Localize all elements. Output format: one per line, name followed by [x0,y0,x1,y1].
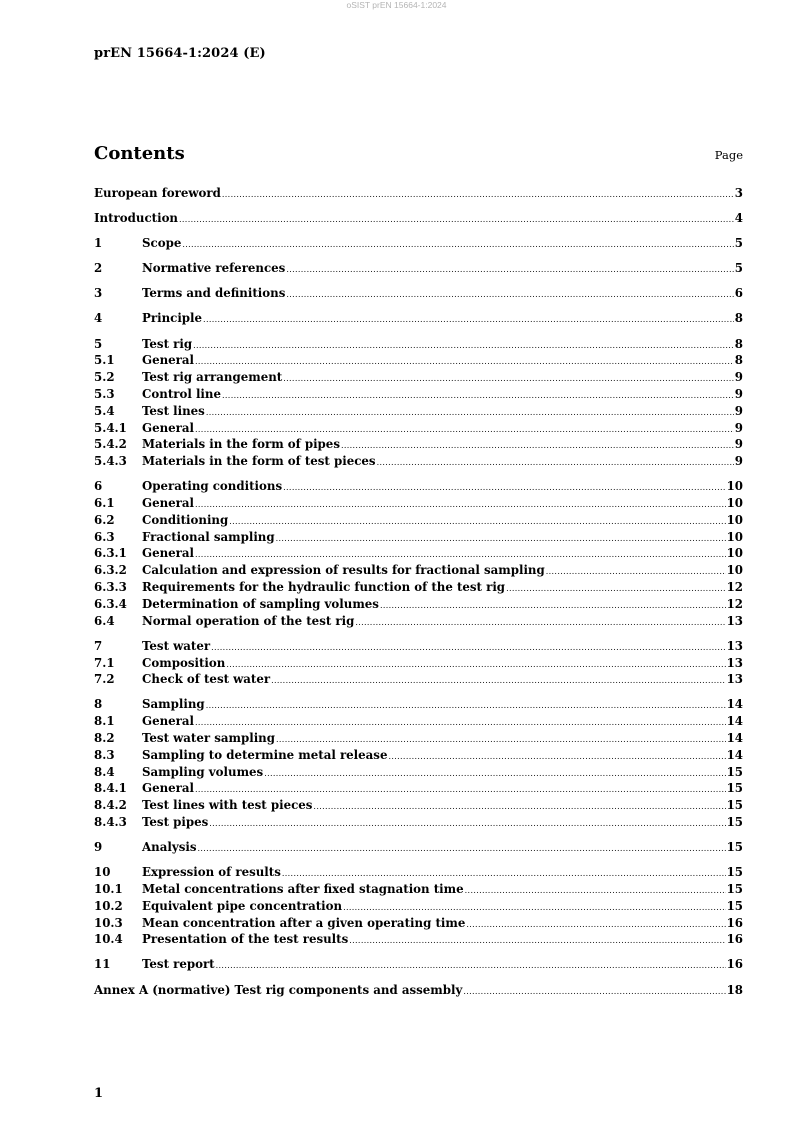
page-title: Contents [94,143,185,164]
toc-dot-leader [203,312,734,329]
toc-entry-page: 15 [726,898,743,913]
toc-dot-leader [349,933,725,950]
toc-dot-leader [229,514,725,531]
toc-entry-title: Presentation of the test results [142,932,349,947]
toc-entry-number: 8.4 [94,764,115,779]
toc-entry-page: 15 [726,881,743,896]
toc-entry-number: 6.2 [94,512,115,527]
toc-dot-leader [193,338,734,355]
toc-entry-page: 9 [734,437,743,452]
toc-dot-leader [388,749,725,766]
toc-entry[interactable] [94,982,743,999]
toc-entry-page: 14 [726,697,743,712]
toc-entry[interactable] [94,638,743,655]
toc-entry[interactable] [94,369,743,386]
toc-entry[interactable] [94,336,743,353]
toc-entry-number: 8.3 [94,747,115,762]
toc-entry-number: 5 [94,336,103,351]
toc-entry[interactable] [94,285,743,302]
toc-entry[interactable] [94,562,743,579]
toc-entry[interactable] [94,780,743,797]
toc-entry[interactable] [94,915,743,932]
toc-entry[interactable] [94,436,743,453]
toc-entry-number: 8 [94,697,103,712]
toc-dot-leader [226,657,725,674]
toc-dot-leader [211,640,725,657]
toc-entry-page: 8 [734,336,743,351]
toc-entry-title: Materials in the form of pipes [142,437,340,452]
toc-entry[interactable] [94,310,743,327]
toc-entry[interactable] [94,730,743,747]
toc-dot-leader [197,841,725,858]
toc-entry-page: 13 [726,638,743,653]
toc-entry-title: Test lines with test pieces [142,798,313,813]
toc-entry[interactable] [94,579,743,596]
toc-entry-number: 8.4.2 [94,798,127,813]
toc-entry-number: 5.4.3 [94,454,127,469]
table-of-contents [94,185,743,998]
toc-entry[interactable] [94,495,743,512]
toc-entry-number: 5.1 [94,353,115,368]
toc-entry[interactable] [94,478,743,495]
toc-entry-number: 7 [94,638,103,653]
toc-entry[interactable] [94,881,743,898]
toc-entry-page: 15 [726,781,743,796]
toc-entry-page: 8 [734,353,743,368]
toc-entry-page: 12 [726,596,743,611]
toc-entry[interactable] [94,655,743,672]
toc-entry-title: Test pipes [142,814,209,829]
toc-dot-leader [216,958,726,975]
toc-entry-title: Expression of results [142,865,281,880]
toc-entry-page: 15 [726,764,743,779]
toc-dot-leader [506,581,726,598]
toc-entry-title: Sampling [142,697,205,712]
toc-entry-page: 15 [726,798,743,813]
toc-dot-leader [283,480,725,497]
toc-dot-leader [355,615,725,632]
toc-entry-page: 10 [726,529,743,544]
toc-entry-title: Materials in the form of test pieces [142,454,376,469]
toc-entry-page: 9 [734,403,743,418]
toc-entry-title: Control line [142,386,222,401]
toc-entry-title: General [142,353,195,368]
toc-entry-number: 3 [94,286,103,301]
toc-entry[interactable] [94,403,743,420]
toc-dot-leader [195,497,726,514]
toc-entry-title: General [142,496,195,511]
toc-entry[interactable] [94,613,743,630]
toc-entry-title: Terms and definitions [142,286,286,301]
toc-entry-number: 10 [94,865,111,880]
toc-entry-page: 10 [726,563,743,578]
page-column-label: Page [714,148,743,162]
toc-entry-page: 10 [726,496,743,511]
toc-entry-title: Operating conditions [142,479,283,494]
toc-entry-number: 8.1 [94,714,115,729]
toc-entry-page: 14 [726,714,743,729]
toc-entry-number: 11 [94,957,111,972]
toc-entry-number: 8.4.3 [94,814,127,829]
toc-entry-number: 6.3.4 [94,596,127,611]
toc-entry-title: Analysis [142,840,197,855]
toc-entry-number: 6.3.2 [94,563,127,578]
toc-entry-page: 5 [734,261,743,276]
toc-entry[interactable] [94,235,743,252]
toc-dot-leader [380,598,726,615]
toc-entry[interactable] [94,671,743,688]
toc-entry[interactable] [94,386,743,403]
toc-entry[interactable] [94,864,743,881]
document-id: prEN 15664-1:2024 (E) [94,46,266,61]
toc-entry-page: 15 [726,865,743,880]
toc-entry-title: Fractional sampling [142,529,275,544]
toc-entry[interactable] [94,512,743,529]
toc-entry-page: 15 [726,814,743,829]
toc-entry-number: 8.4.1 [94,781,127,796]
toc-entry[interactable] [94,696,743,713]
toc-dot-leader [546,564,726,581]
toc-entry-title: Sampling to determine metal release [142,747,388,762]
toc-entry-title: Test report [142,957,215,972]
toc-entry-number: 6.3.3 [94,580,127,595]
toc-entry-title: General [142,781,195,796]
toc-entry-number: 6.3.1 [94,546,127,561]
toc-entry-number: 8.2 [94,730,115,745]
toc-entry-page: 12 [726,580,743,595]
toc-entry-title: Sampling volumes [142,764,264,779]
toc-entry-page: 9 [734,370,743,385]
footer-page-number: 1 [94,1086,104,1101]
toc-entry-number: 6.4 [94,613,115,628]
toc-entry-title: Test rig [142,336,193,351]
toc-entry[interactable] [94,352,743,369]
toc-entry[interactable] [94,956,743,973]
toc-dot-leader [271,673,725,690]
toc-entry-title: Introduction [94,211,179,226]
toc-entry[interactable] [94,713,743,730]
toc-entry-page: 6 [734,286,743,301]
toc-entry-title: Metal concentrations after fixed stagnation time [142,881,464,896]
toc-entry-title: Test lines [142,403,205,418]
toc-entry[interactable] [94,596,743,613]
toc-entry-page: 4 [734,211,743,226]
toc-entry-number: 5.3 [94,386,115,401]
toc-entry-number: 1 [94,236,103,251]
toc-entry-page: 10 [726,546,743,561]
toc-entry[interactable] [94,814,743,831]
toc-entry-title: Annex A (normative) Test rig components and assembly [94,982,463,997]
toc-entry-title: Conditioning [142,512,229,527]
toc-entry-title: Composition [142,655,226,670]
toc-entry-page: 8 [734,311,743,326]
toc-entry-page: 10 [726,512,743,527]
toc-entry-page: 10 [726,479,743,494]
toc-dot-leader [222,388,734,405]
toc-entry[interactable] [94,529,743,546]
toc-entry[interactable] [94,764,743,781]
toc-dot-leader [286,287,733,304]
toc-entry-page: 18 [726,982,743,997]
toc-entry-title: European foreword [94,186,221,200]
toc-entry-title: Normative references [142,261,286,276]
toc-dot-leader [465,883,726,900]
toc-entry-page: 5 [734,236,743,251]
toc-entry-page: 14 [726,747,743,762]
toc-entry-page: 9 [734,386,743,401]
toc-entry-page: 13 [726,613,743,628]
toc-entry-title: Check of test water [142,672,271,687]
toc-entry-page: 13 [726,672,743,687]
toc-entry-page: 3 [734,186,743,200]
toc-entry-page: 16 [726,957,743,972]
toc-entry-title: Calculation and expression of results for fractional sampling [142,563,545,578]
toc-dot-leader [276,531,726,548]
toc-entry-title: Test rig arrangement [142,370,283,385]
toc-entry-number: 5.4.1 [94,420,127,435]
toc-entry-title: Normal operation of the test rig [142,613,355,628]
toc-entry[interactable] [94,545,743,562]
toc-entry[interactable] [94,797,743,814]
toc-entry-number: 10.4 [94,932,123,947]
toc-entry-number: 5.4.2 [94,437,127,452]
toc-entry-page: 9 [734,454,743,469]
toc-entry-title: General [142,714,195,729]
toc-entry[interactable] [94,210,743,227]
toc-entry-number: 10.2 [94,898,123,913]
toc-dot-leader [209,816,725,833]
toc-entry-number: 2 [94,261,103,276]
toc-entry-number: 7.1 [94,655,115,670]
toc-dot-leader [377,455,734,472]
toc-entry-page: 9 [734,420,743,435]
watermark: oSIST prEN 15664-1:2024 [346,0,447,10]
toc-entry[interactable] [94,185,743,202]
toc-entry-title: Requirements for the hydraulic function of the test rig [142,580,506,595]
toc-entry[interactable] [94,453,743,470]
toc-dot-leader [179,212,734,229]
toc-dot-leader [286,262,733,279]
toc-dot-leader [463,984,725,1001]
toc-dot-leader [466,917,725,934]
toc-entry-title: Scope [142,236,182,251]
toc-entry-number: 9 [94,840,103,855]
toc-entry-number: 5.4 [94,403,115,418]
toc-dot-leader [341,438,734,455]
toc-entry-page: 15 [726,840,743,855]
toc-entry[interactable] [94,839,743,856]
toc-entry-title: General [142,420,195,435]
toc-entry-title: General [142,546,195,561]
toc-entry-number: 5.2 [94,370,115,385]
toc-entry[interactable] [94,931,743,948]
toc-entry[interactable] [94,260,743,277]
toc-entry-number: 4 [94,311,103,326]
toc-dot-leader [182,237,733,254]
toc-entry-number: 10.3 [94,915,123,930]
toc-entry-number: 6 [94,479,103,494]
toc-dot-leader [206,405,734,422]
toc-dot-leader [313,799,725,816]
toc-dot-leader [264,766,725,783]
toc-entry-title: Test water [142,638,211,653]
toc-entry-page: 14 [726,730,743,745]
toc-entry-number: 7.2 [94,672,115,687]
toc-dot-leader [222,187,734,204]
toc-entry-title: Principle [142,311,203,326]
toc-entry-title: Mean concentration after a given operating time [142,915,466,930]
toc-dot-leader [206,698,726,715]
toc-dot-leader [283,371,734,388]
toc-entry-title: Test water sampling [142,730,276,745]
toc-entry[interactable] [94,747,743,764]
toc-entry-page: 16 [726,932,743,947]
toc-entry[interactable] [94,420,743,437]
toc-entry-page: 13 [726,655,743,670]
toc-entry[interactable] [94,898,743,915]
toc-entry-number: 6.3 [94,529,115,544]
toc-entry-number: 6.1 [94,496,115,511]
toc-entry-title: Determination of sampling volumes [142,596,379,611]
toc-entry-title: Equivalent pipe concentration [142,898,343,913]
toc-entry-number: 10.1 [94,881,123,896]
toc-entry-page: 16 [726,915,743,930]
